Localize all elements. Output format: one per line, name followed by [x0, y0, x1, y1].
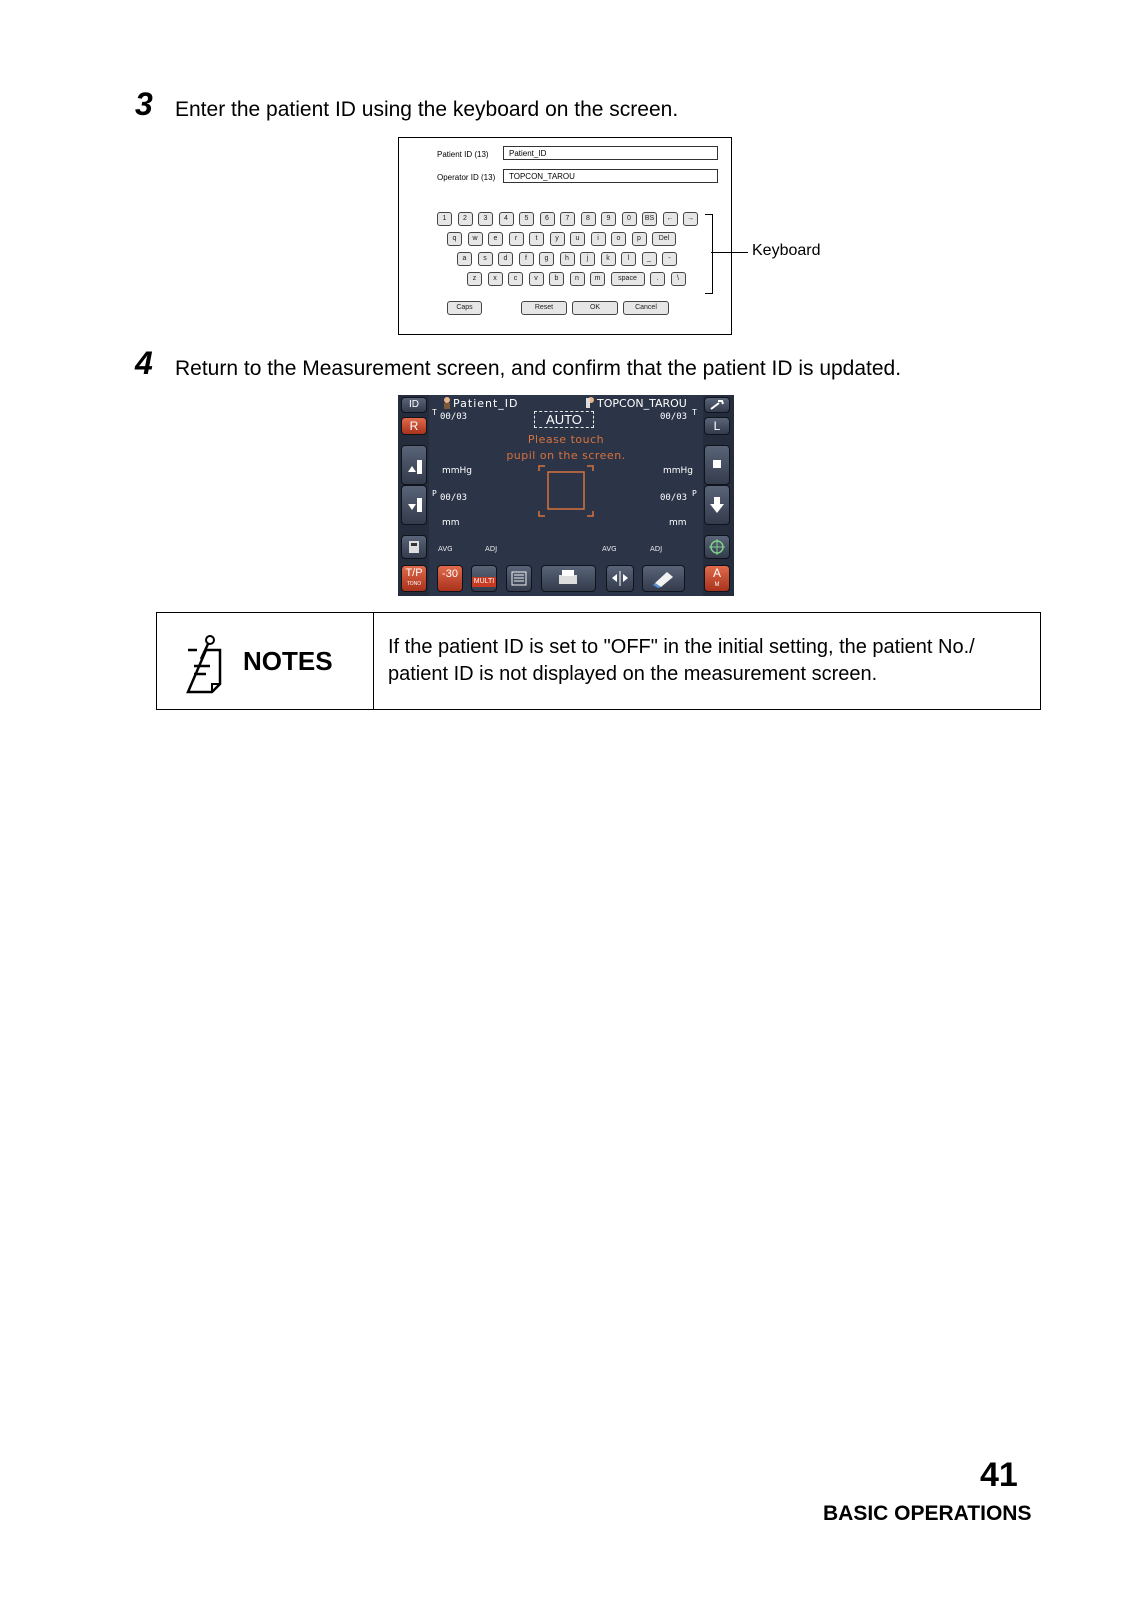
key-l[interactable]: l	[621, 252, 636, 266]
auto-mode-indicator[interactable]: AUTO	[534, 411, 594, 428]
key-period[interactable]: .	[650, 272, 665, 286]
message-line-1: Please touch	[527, 433, 605, 446]
a-label: A	[712, 566, 721, 580]
key-right-arrow[interactable]: →	[683, 212, 698, 226]
keyboard-bracket	[705, 214, 713, 294]
operator-id-display: TOPCON_TAROU	[597, 397, 687, 410]
patient-id-input[interactable]: Patient_ID	[503, 146, 718, 160]
key-t[interactable]: t	[529, 232, 544, 246]
wrench-icon	[705, 398, 729, 412]
device-icon	[402, 536, 426, 558]
print-button[interactable]	[541, 565, 596, 592]
key-8[interactable]: 8	[581, 212, 596, 226]
key-o[interactable]: o	[611, 232, 626, 246]
alignment-button[interactable]	[704, 535, 730, 559]
key-a[interactable]: a	[457, 252, 472, 266]
key-3[interactable]: 3	[478, 212, 493, 226]
key-j[interactable]: j	[580, 252, 595, 266]
notes-divider	[373, 612, 374, 710]
key-u[interactable]: u	[570, 232, 585, 246]
key-p[interactable]: p	[632, 232, 647, 246]
chinrest-down-button[interactable]	[401, 485, 427, 525]
right-p-label: P	[692, 489, 697, 498]
key-e[interactable]: e	[488, 232, 503, 246]
right-adj-label: ADJ	[650, 545, 663, 553]
ok-button[interactable]: OK	[572, 301, 618, 315]
key-0[interactable]: 0	[622, 212, 637, 226]
key-del[interactable]: Del	[652, 232, 676, 246]
key-b[interactable]: b	[549, 272, 564, 286]
head-up-icon	[705, 446, 729, 484]
key-backslash[interactable]: \	[671, 272, 686, 286]
step-3-text: Enter the patient ID using the keyboard on the screen.	[175, 98, 679, 121]
id-button[interactable]: ID	[401, 397, 427, 413]
left-t-label: T	[432, 408, 437, 417]
multi-label: MULTI	[473, 578, 495, 585]
split-view-button[interactable]	[606, 565, 634, 592]
list-icon	[507, 566, 531, 591]
key-space[interactable]: space	[611, 272, 645, 286]
chinrest-up-button[interactable]	[401, 445, 427, 485]
split-arrows-icon	[607, 566, 633, 591]
key-2[interactable]: 2	[458, 212, 473, 226]
keyboard-screen	[398, 137, 732, 335]
notes-icon	[184, 632, 228, 694]
tp-label: T/P	[405, 567, 423, 579]
step-4-text: Return to the Measurement screen, and confirm that the patient ID is updated.	[175, 357, 902, 380]
key-i[interactable]: i	[591, 232, 606, 246]
key-h[interactable]: h	[560, 252, 575, 266]
auto-manual-button[interactable]	[704, 565, 730, 592]
patient-id-display: Patient_ID	[453, 397, 519, 410]
settings-button[interactable]	[704, 397, 730, 413]
left-eye-button[interactable]: L	[704, 417, 730, 435]
right-avg-label: AVG	[602, 545, 617, 553]
left-adj-label: ADJ	[485, 545, 498, 553]
down-arrow-button[interactable]	[704, 485, 730, 525]
section-title: BASIC OPERATIONS	[823, 1502, 1032, 1525]
multi-button[interactable]	[471, 565, 497, 592]
key-6[interactable]: 6	[540, 212, 555, 226]
key-g[interactable]: g	[539, 252, 554, 266]
keyboard-callout: Keyboard	[752, 242, 821, 259]
tono-mode-icon-button[interactable]	[401, 535, 427, 559]
key-underscore[interactable]: _	[642, 252, 657, 266]
eraser-icon	[643, 566, 684, 591]
printer-list-button[interactable]	[506, 565, 532, 592]
right-t-count: 00/03	[660, 412, 688, 422]
reset-button[interactable]: Reset	[521, 301, 567, 315]
key-y[interactable]: y	[550, 232, 565, 246]
minus-30-label: -30	[442, 568, 458, 580]
left-unit-mmhg: mmHg	[442, 466, 473, 476]
right-t-label: T	[692, 408, 697, 417]
key-w[interactable]: w	[468, 232, 483, 246]
cancel-button[interactable]: Cancel	[623, 301, 669, 315]
measurement-screen	[398, 395, 734, 596]
message-line-2: pupil on the screen.	[506, 449, 626, 462]
operator-id-label: Operator ID (13)	[437, 173, 496, 182]
printer-icon	[542, 566, 595, 591]
key-k[interactable]: k	[601, 252, 616, 266]
right-unit-mm: mm	[669, 518, 687, 528]
caps-button[interactable]: Caps	[447, 301, 482, 315]
key-v[interactable]: v	[529, 272, 544, 286]
tono-label: TONO	[406, 581, 422, 587]
right-unit-mmhg: mmHg	[663, 466, 694, 476]
keyboard-callout-line	[711, 252, 748, 253]
operator-icon	[584, 396, 596, 410]
key-m[interactable]: m	[590, 272, 605, 286]
right-p-count: 00/03	[660, 493, 688, 503]
key-s[interactable]: s	[478, 252, 493, 266]
left-avg-label: AVG	[438, 545, 453, 553]
key-f[interactable]: f	[519, 252, 534, 266]
notes-text: If the patient ID is set to "OFF" in the initial setting, the patient No./ patient ID is not displayed on the measurement screen.	[388, 636, 975, 685]
key-c[interactable]: c	[508, 272, 523, 286]
m-label: M	[714, 582, 720, 588]
tp-button[interactable]	[401, 565, 427, 592]
key-n[interactable]: n	[570, 272, 585, 286]
notes-label: NOTES	[243, 646, 333, 676]
down-arrow-icon	[705, 486, 729, 524]
key-d[interactable]: d	[498, 252, 513, 266]
step-3-number: 3	[135, 86, 153, 122]
eraser-button[interactable]	[642, 565, 685, 592]
page-number: 41	[980, 1456, 1018, 1494]
left-p-label: P	[432, 489, 437, 498]
patient-icon	[442, 396, 452, 410]
minus-30-button[interactable]	[437, 565, 463, 592]
key-4[interactable]: 4	[499, 212, 514, 226]
key-r[interactable]: r	[509, 232, 524, 246]
crosshair-icon	[705, 536, 729, 558]
key-x[interactable]: x	[488, 272, 503, 286]
chinrest-down-icon	[402, 486, 426, 524]
left-unit-mm: mm	[442, 518, 460, 528]
pupil-target-frame	[538, 465, 594, 517]
patient-id-label: Patient ID (13)	[437, 150, 489, 159]
key-7[interactable]: 7	[560, 212, 575, 226]
key-left-arrow[interactable]: ←	[663, 212, 678, 226]
left-t-count: 00/03	[440, 412, 468, 422]
chinrest-up-icon	[402, 446, 426, 484]
key-1[interactable]: 1	[437, 212, 452, 226]
key-z[interactable]: z	[467, 272, 482, 286]
left-p-count: 00/03	[440, 493, 468, 503]
key-hyphen[interactable]: -	[662, 252, 677, 266]
key-q[interactable]: q	[447, 232, 462, 246]
operator-id-input[interactable]: TOPCON_TAROU	[503, 169, 718, 183]
key-9[interactable]: 9	[601, 212, 616, 226]
key-5[interactable]: 5	[519, 212, 534, 226]
right-eye-button[interactable]: R	[401, 417, 427, 435]
step-4-number: 4	[135, 345, 153, 381]
head-up-button[interactable]	[704, 445, 730, 485]
key-bs[interactable]: BS	[642, 212, 657, 226]
